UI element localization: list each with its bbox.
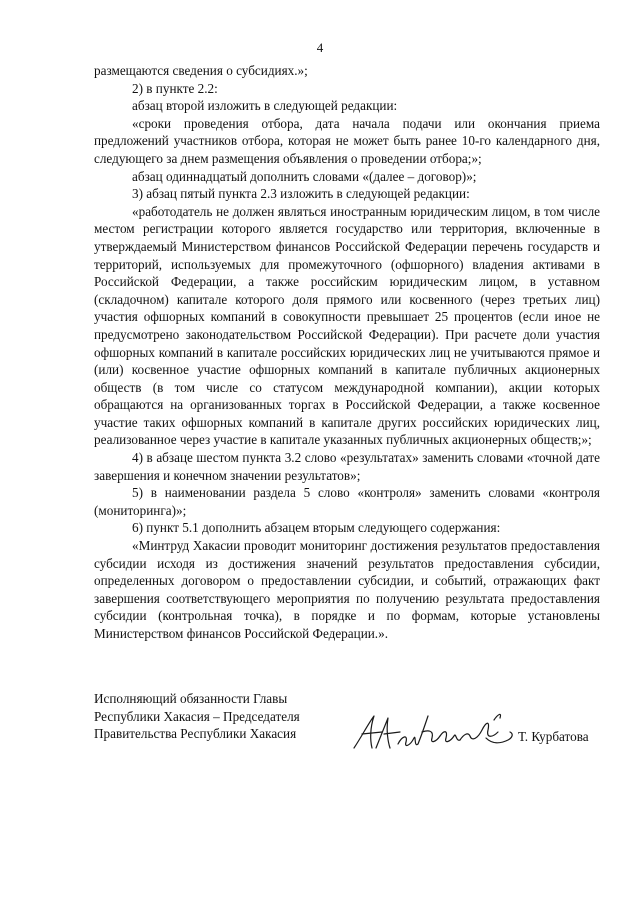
signer-title-line-1: Исполняющий обязанности Главы [94,691,288,706]
paragraph-3: абзац второй изложить в следующей редакции: [132,98,398,114]
paragraph-1: размещаются сведения о субсидиях.»; [94,63,308,78]
paragraph-11: «Минтруд Хакасии проводит мониторинг достижения результатов предоставления субсидии исходя из достижения значений результатов предоставления субсидии, определенных договором о предоставлении субсидии, и событий, отражающих факт завершения соответствующего мероприятия по получению результата предоставления субсидии (контрольная точка), в порядке и по формам, которые установлены Министерством финансов Российской Федерации.». [94,538,600,641]
signature-block [94,690,614,760]
paragraph-2: 2) в пункте 2.2: [132,80,218,96]
paragraph-4: «сроки проведения отбора, дата начала подачи или окончания приема предложений участников отбора, которая не может быть ранее 10-го календарного дня, следующего за днем размещения объявления о проведении отбора;»; [94,115,600,166]
paragraph-8: 4) в абзаце шестом пункта 3.2 слово «результатах» заменить словами «точной дате завершения и конечном значении результатов»; [94,450,600,483]
page-number: 4 [316,40,324,55]
signer-title [94,690,354,743]
paragraph-6: 3) абзац пятый пункта 2.3 изложить в следующей редакции: [132,186,470,202]
paragraph-5: абзац одиннадцатый дополнить словами «(далее – договор)»; [132,168,477,184]
paragraph-9: 5) в наименовании раздела 5 слово «контроля» заменить словами «контроля (мониторинга)»; [94,485,600,518]
handwritten-signature [348,708,518,754]
signer-title-line-3: Правительства Республики Хакасия [94,726,297,742]
document-body [94,62,600,643]
paragraph-10: 6) пункт 5.1 дополнить абзацем вторым следующего содержания: [132,520,501,536]
paragraph-7: «работодатель не должен являться иностранным юридическим лицом, в том числе местом регистрации которого является государство или территория, включенные в утверждаемый Министерством финансов Российской Федерации перечень государств и территорий, используемых для промежуточного (офшорного) владения активами в Российской Федерации, а также российским юридическим лицом, в уставном (складочном) капитале которого доля прямого или косвенного (через третьих лиц) участия офшорных компаний в совокупности превышает 25 процентов (если иное не предусмотрено законодательством Российской Федерации). При расчете доли участия офшорных компаний в капитале российских юридических лиц не учитываются прямое и (или) косвенное участие офшорных компаний в капитале публичных акционерных обществ (в том числе со статусом международной компании), акции которых обращаются на организованных торгах в Российской Федерации, а также косвенное участие таких офшорных компаний в капитале других российских юридических лиц, реализованное через участие в капитале указанных публичных акционерных обществ;»; [94,203,600,448]
signer-name: Т. Курбатова [518,729,589,744]
signer-title-line-2: Республики Хакасия – Председателя [94,708,300,724]
